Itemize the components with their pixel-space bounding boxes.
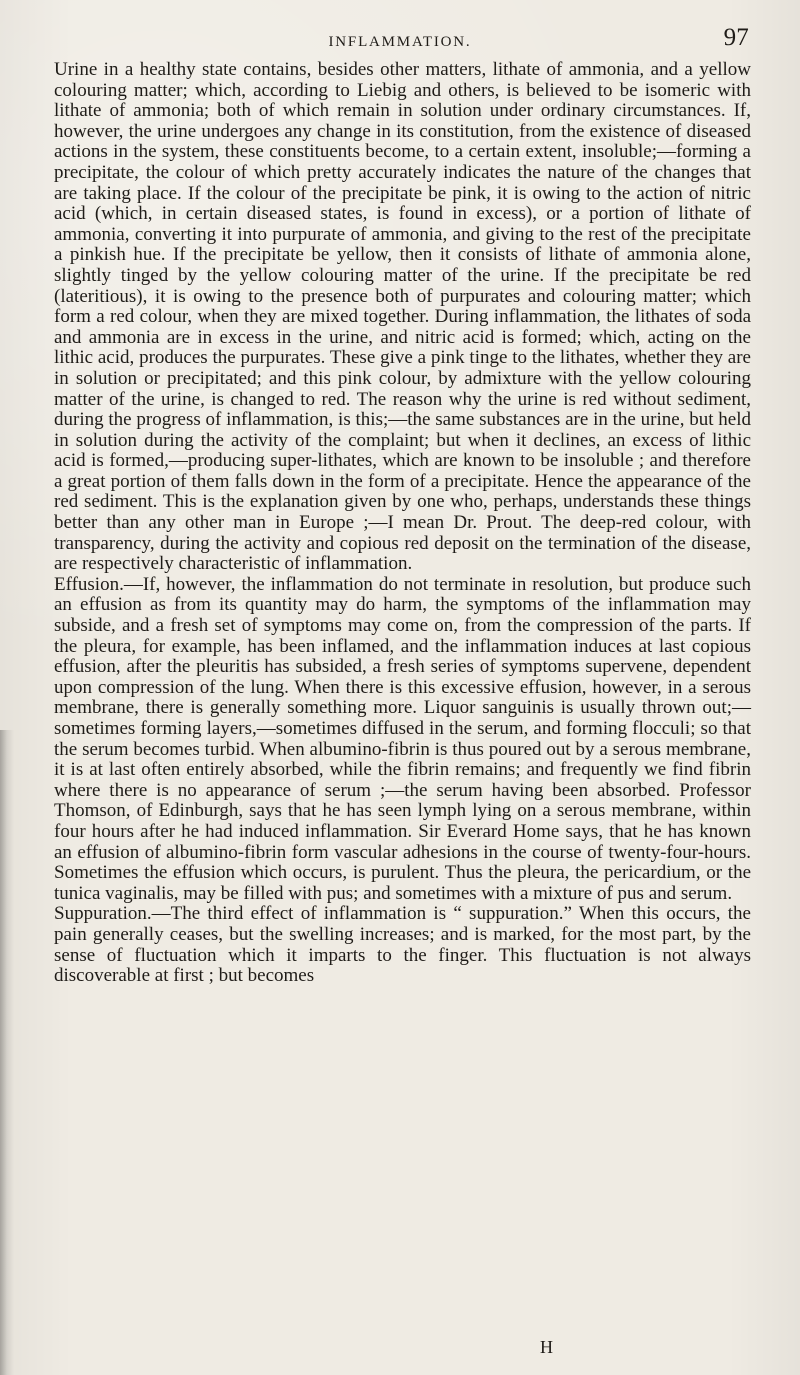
paragraph-urine-precipitates: Urine in a healthy state contains, besides other matters, lithate of ammonia, and a yellow colouring matter; which, according to Liebig and others, is believed to be isomeric with lithate of ammonia; both of which remain in solution under ordinary circumstances. If, however, the urine undergoes any change in its constitution, from the existence of diseased actions in the system, these constituents become, to a certain extent, insoluble;—forming a precipitate, the colour of which pretty accurately indicates the nature of the changes that are taking place. If the colour of the precipitate be pink, it is owing to the action of nitric acid (which, in certain diseased states, is found in excess), or a portion of lithate of ammonia, converting it into purpurate of ammonia, and giving to the rest of the precipitate a pinkish hue. If the precipitate be yellow, then it consists of lithate of ammonia alone, slightly tinged by the yellow colouring matter of the urine. If the precipitate be red (lateritious), it is owing to the presence both of purpurates and colouring matter; which form a red colour, when they are mixed together. During inflammation, the lithates of soda and ammonia are in excess in the urine, and nitric acid is formed; which, acting on the lithic acid, produces the purpurates. These give a pink tinge to the lithates, whether they are in solution or precipitated; and this pink colour, by admixture with the yellow colouring matter of the urine, is changed to red. The reason why the urine is red without sediment, during the progress of inflammation, is this;—the same substances are in the urine, but held in solution during the activity of the complaint; but when it declines, an excess of lithic acid is formed,—producing super-lithates, which are known to be insoluble ; and therefore a great portion of them falls down in the form of a precipitate. Hence the appearance of the red sediment. This is the explanation given by one who, perhaps, understands these things better than any other man in Europe ;—I mean Dr. Prout. The deep-red colour, with transparency, during the activity and copious red deposit on the termination of the disease, are respectively characteristic of inflammation. [54,59,751,575]
paragraph-suppuration: Suppuration.—The third effect of inflammation is “ suppuration.” When this occurs, the pain generally ceases, but the swelling increases; and is marked, for the most part, by the sense of fluctuation which it imparts to the finger. This fluctuation is not always discoverable at first ; but becomes [54,903,751,987]
printer-signature: H [540,1337,554,1357]
paragraph-effusion: Effusion.—If, however, the inflammation do not terminate in resolution, but produce such an effusion as from its quantity may do harm, the symptoms of the inflammation may subside, and a fresh set of symptoms may come on, from the compression of the parts. If the pleura, for example, has been inflamed, and the inflammation induces at last copious effusion, after the pleuritis has subsided, a fresh series of symptoms supervene, dependent upon compression of the lung. When there is this excessive effusion, however, in a serous membrane, there is generally something more. Liquor sanguinis is usually thrown out;—sometimes forming layers,—sometimes diffused in the serum, and forming flocculi; so that the serum becomes turbid. When albumino-fibrin is thus poured out by a serous membrane, it is at last often entirely absorbed, while the fibrin remains; and frequently we find fibrin where there is no appearance of serum ;—the serum having been absorbed. Professor Thomson, of Edinburgh, says that he has seen lymph lying on a serous membrane, within four hours after he had induced inflammation. Sir Everard Home says, that he has known an effusion of albumino-fibrin form vascular adhesions in the course of twenty-four-hours. Sometimes the effusion which occurs, is purulent. Thus the pleura, the pericardium, or the tunica vaginalis, may be filled with pus; and sometimes with a mixture of pus and serum. [54,573,751,904]
page-edge-shadow [0,730,14,1375]
body-text [54,60,751,987]
page-number: 97 [723,24,749,51]
page-header-title: INFLAMMATION. [328,34,472,50]
